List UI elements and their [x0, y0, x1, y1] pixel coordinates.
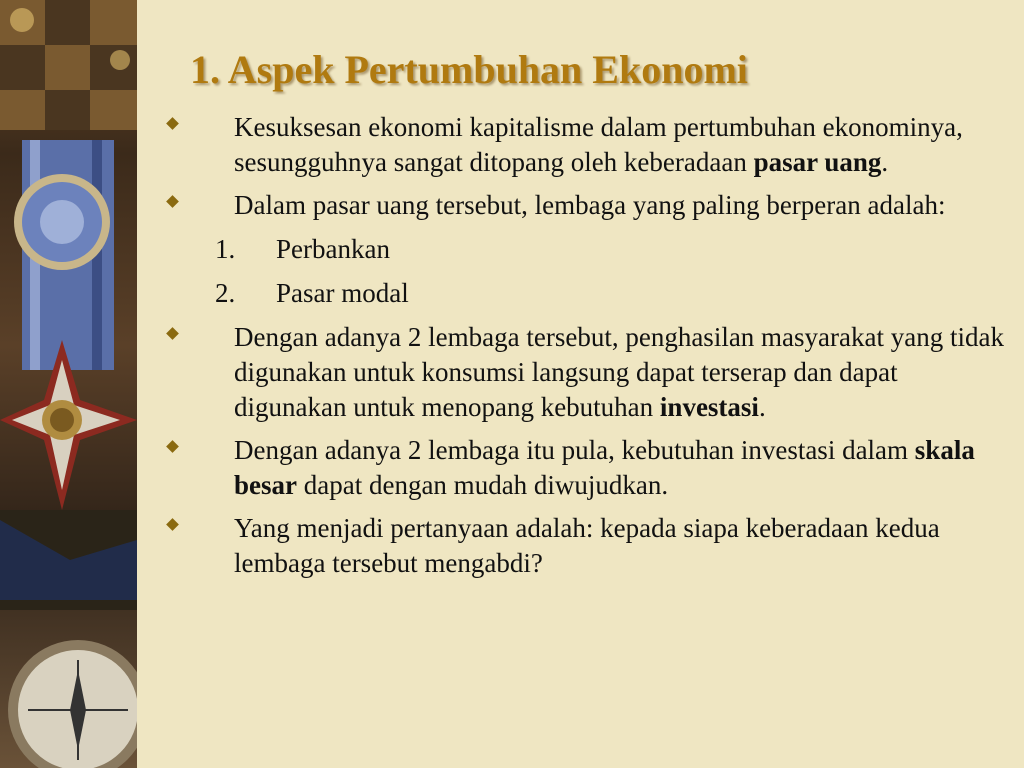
bullet-item-5: [168, 511, 1008, 581]
slide-content: [168, 110, 1008, 581]
diamond-bullet-icon: [166, 440, 179, 453]
list-number: 1.: [215, 234, 236, 264]
list-label: Pasar modal: [276, 278, 409, 308]
slide-title: 1. Aspek Pertumbuhan Ekonomi: [190, 47, 748, 92]
cross-medal-icon: [0, 340, 137, 510]
numbered-item-1: [168, 232, 1008, 267]
numbered-item-2: [168, 276, 1008, 311]
diamond-bullet-icon: [166, 327, 179, 340]
bullet-text: Kesuksesan ekonomi kapitalisme dalam pertumbuhan ekonominya, sesungguhnya sangat ditopang oleh keberadaan pasar uang.: [234, 112, 963, 177]
diamond-bullet-icon: [166, 518, 179, 531]
bullet-text: Dengan adanya 2 lembaga tersebut, penghasilan masyarakat yang tidak digunakan untuk konsumsi langsung dapat terserap dan dapat digunakan untuk menopang kebutuhan investasi.: [234, 322, 1004, 422]
diamond-bullet-icon: [166, 117, 179, 130]
medal-ribbon-icon: [14, 140, 114, 370]
medal-collage-image: [0, 0, 137, 768]
bullet-item-2: [168, 188, 1008, 223]
bold-term: pasar uang: [753, 147, 882, 177]
list-number: 2.: [215, 278, 236, 308]
bullet-item-3: [168, 320, 1008, 425]
compass-icon: [8, 640, 137, 768]
bullet-text: Dengan adanya 2 lembaga itu pula, kebutuhan investasi dalam skala besar dapat dengan mudah diwujudkan.: [234, 435, 975, 500]
bullet-item-1: [168, 110, 1008, 180]
bullet-text: Dalam pasar uang tersebut, lembaga yang paling berperan adalah:: [234, 190, 946, 220]
diamond-bullet-icon: [166, 195, 179, 208]
list-label: Perbankan: [276, 234, 390, 264]
bold-term: investasi: [659, 392, 759, 422]
bullet-text: Yang menjadi pertanyaan adalah: kepada siapa keberadaan kedua lembaga tersebut mengabdi?: [234, 513, 940, 578]
bullet-item-4: [168, 433, 1008, 503]
decorative-sidebar: [0, 0, 137, 768]
bold-term: skala besar: [234, 435, 975, 500]
